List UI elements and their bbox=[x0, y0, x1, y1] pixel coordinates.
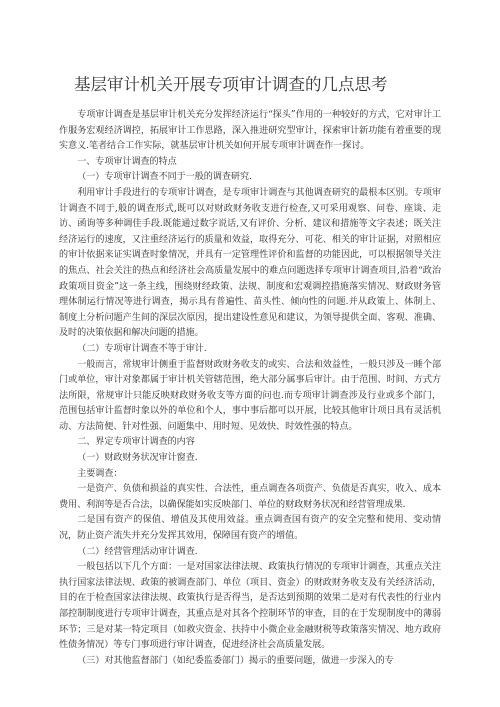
paragraph: 主要调查： bbox=[77, 468, 123, 479]
subheading-1-1: （一）专项审计调查不同于一般的调查研究. bbox=[77, 172, 252, 183]
paragraph: 一是资产、负债和损益的真实性、合法性，重点调查各项资产、负债是否真实，收入、成本费用、利润等是否合法，以确保能如实反映部门、单位的财政财务状况和经营管理成果. bbox=[59, 484, 441, 510]
document-body bbox=[59, 108, 441, 669]
paragraph: 一般而言，常规审计侧重于监督财政财务收支的或实、合法和效益性，一般只涉及一睡个部门或单位，审计对象都属于审计机关管辖范围，绝大部分属事后审计。由于范围、时间、方式方法所限，常规审计只能反映财政财务收支等方面的问也.而专项审计调查涉及行业或多个部门，范围包括审计监督时象以外的单位和个人，事中事后都可以开展，比较其他审计项日具有灵活机动、方法简便、针对性强、问题集中、用时短、见效快、时效性强的特点。 bbox=[59, 359, 441, 432]
paragraph: 二是国有资产的保值、增值及其使用效益。重点调查国有资产的安全完整和使用、变动情况，防止资产流失并充分发挥其效用，保障国有资产的增值。 bbox=[59, 515, 441, 542]
document-title: 基层审计机关开展专项审计调查的几点思考 bbox=[74, 75, 388, 94]
paragraph: （三）对其他监督部门（如纪委监委部门）揭示的重要问题，做进一步深入的专 bbox=[77, 655, 394, 666]
section-heading-1: 一、专项审计调查的特点 bbox=[77, 156, 177, 167]
subheading-2-1: （一）财政财务状况审计窗查. bbox=[77, 453, 198, 464]
paragraph: 一般包括以下几个方面：一是对国家法律法规、政策执行情况的专项审计调查，其重点关注执行国家法律法规、政策的被调查部门、单位（项目、资金）的财政财务收支及有关经济活动，目的在于检查国家法律法规、政策执行是否得当，是否达到预期的效果二是对有代表性的行业内部控制制度进行专项审计调查，其重点是对其各个控制环节的审查，目的在于发现制度中的薄弱环节；三是对某一特定项目（如救灾资金、扶持中小微企业金融财税等政策落实情况、地方政府性债务情况）等专门事项进行审计调查，促进经济社会高质量发展。 bbox=[59, 562, 441, 651]
paragraph-intro: 专项审计调查是基层审计机关充分发挥经济运行“探头”作用的一种较好的方式，它对审计工作服务宏观经济调控，拓展审计工作思路，深入推进研究型审计，探索审计新功能有着重要的现实意义.笔者结合工作实际，就基层审计机关如何开展专项审计调查作一探讨。 bbox=[59, 110, 441, 152]
subheading-2-2: （二）经营管理活动审计调查. bbox=[77, 546, 198, 557]
subheading-1-2: （二）专项审计调查不等于审计. bbox=[77, 343, 207, 354]
paragraph: 利用审计手段进行的专项审计调查，是专项审计调查与其他调查研究的最根本区别。专项审计调查不同于,般的调查形式,既可以对财政财务收支进行检查,又可采用观察、问卷、座谈、走访、函询等多种调佳手段.既能通过数字说话,又有评价、分析、建议和措施等文字表述；既关注经济运行的速度，又注重经济运行的质量和效益，取得充分、可花、相关的审计证据，对照相应的审计依据来证实调查时象情况，并具有一定管理性评价和监督的功能因此，可以根据领导关注的焦点、社会关注的热点和经济社会高质量发展中的难点问题选择专项审计调查项目,沿着“政治政策项目资金”这一条主线，围绕财经政策、法规、制度和宏观调控措施落实情况、财政财务管理体制运行情况等进行调查，揭示具有普遍性、苗头性、倾向性的问题.并从政策上、体制上、制度上分析问题产生间的深层次原因，提出建设性意见和建议，为领导提供全面、客观、准确、及时的决策依据和解决问题的措施。 bbox=[59, 187, 441, 339]
section-heading-2: 二、界定专项审计调查的内容 bbox=[77, 437, 195, 448]
